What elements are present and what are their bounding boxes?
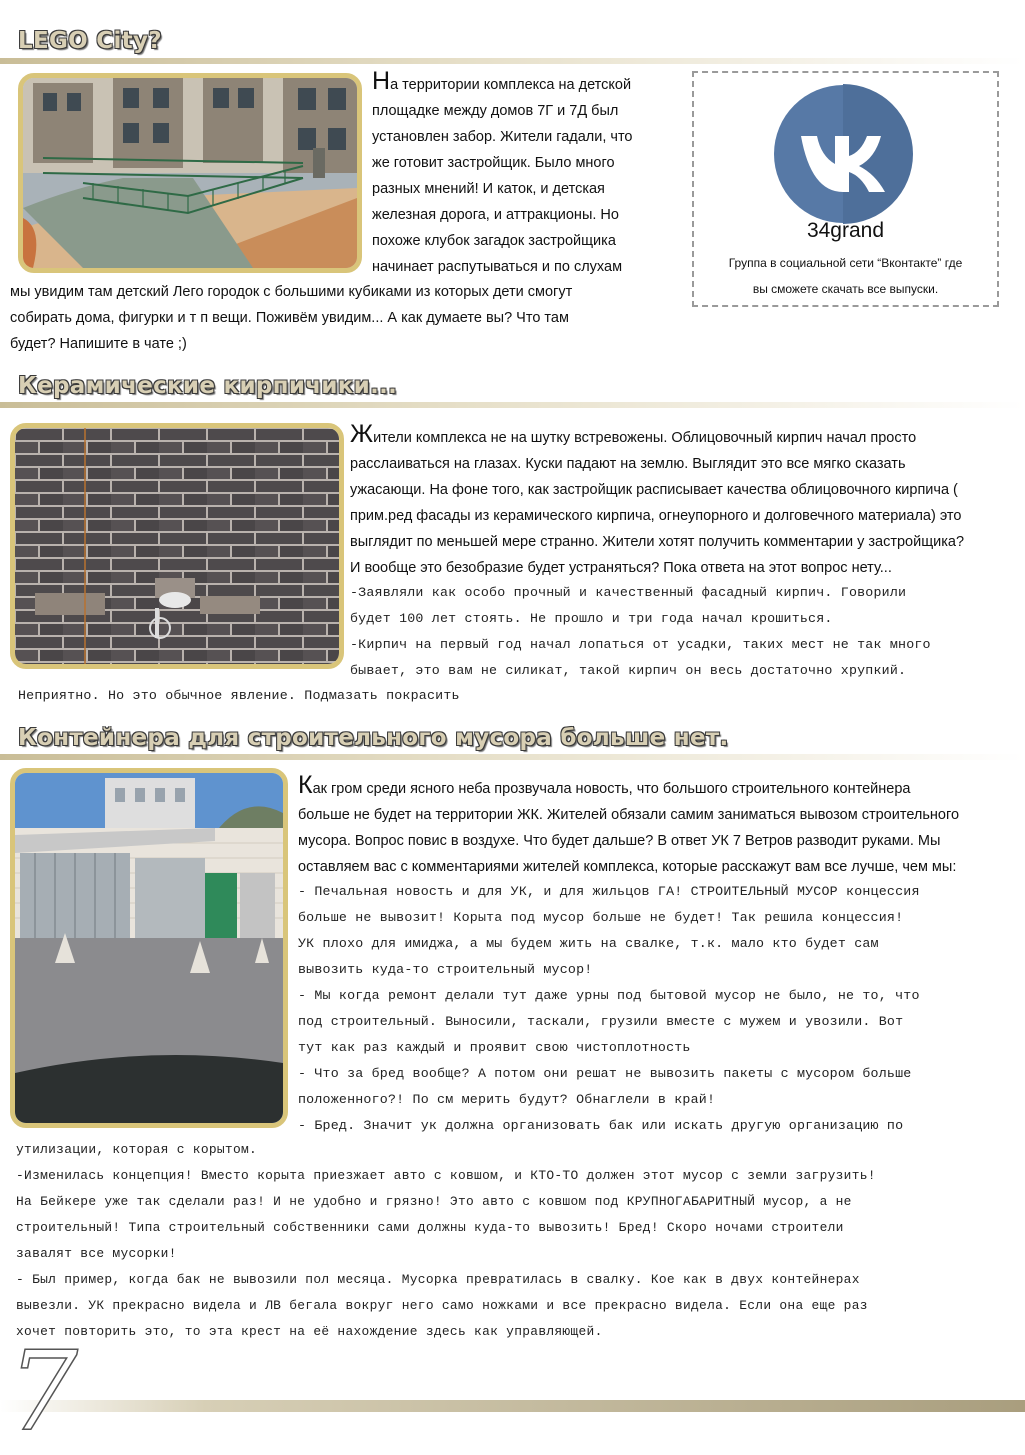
waste-container-image — [15, 773, 283, 1123]
photo-brick-wall — [10, 423, 344, 669]
bricks-comments — [350, 580, 1020, 684]
comment-line: строительный! Типа строительный собственники сами должны куда-то вывозить! Бред! Скоро ночами строители — [16, 1220, 844, 1235]
dropcap: Н — [372, 67, 391, 95]
text-line: а территории комплекса на детской — [390, 77, 632, 93]
section-heading-ceramic-bricks: Керамические кирпичики... — [18, 373, 398, 399]
heading-rule — [0, 58, 1025, 64]
comment-line: - Мы когда ремонт делали тут даже урны под бытовой мусор не было, не то, что — [298, 988, 920, 1003]
text-line: же готовит застройщик. Было много — [372, 155, 615, 171]
text-line: ужасающи. На фоне того, как застройщик расписывает качества облицовочного кирпича ( — [350, 482, 958, 498]
footer-rule — [0, 1400, 1025, 1412]
heading-rule — [0, 402, 1025, 408]
photo-waste-container — [10, 768, 288, 1128]
comment-line: вывезли. УК прекрасно видела и ЛВ бегала вокруг него само ножками и все прекрасно видела. Если она еще раз — [16, 1298, 868, 1313]
comment-line: -Изменилась концепция! Вместо корыта приезжает авто с ковшом, и КТО-ТО должен этот мусор с земли загрузить! — [16, 1168, 876, 1183]
comment-line: -Кирпич на первый год начал лопаться от усадки, таких мест не так много — [350, 637, 931, 652]
bricks-comment-wide — [18, 683, 1018, 709]
dropcap: Ж — [350, 420, 374, 448]
vk-caption — [694, 250, 997, 302]
text-line: ители комплекса не на шутку встревожены. Облицовочный кирпич начал просто — [373, 430, 917, 446]
text-line: площадке между домов 7Г и 7Д был — [372, 103, 619, 119]
heading-rule — [0, 754, 1025, 760]
comment-line: завалят все мусорки! — [16, 1246, 177, 1261]
text-line: расслаиваться на глазах. Куски падают на землю. Выглядит это все мягко сказать — [350, 456, 906, 472]
text-line: собирать дома, фигурки и т п вещи. Поживём увидим... А как думаете вы? Что там — [10, 310, 569, 326]
lego-paragraph-wide — [10, 279, 680, 357]
text-line: больше не будет на территории ЖК. Жителей обязали самим заниматься вывозом строительного — [298, 807, 960, 823]
text-line: ак гром среди ясного неба прозвучала новость, что большого строительного контейнера — [312, 781, 911, 797]
vk-group-box[interactable] — [692, 71, 999, 307]
text-line: выглядит по меньшей мере странно. Жители хотят получить комментарии у застройщика? — [350, 534, 965, 550]
vk-logo-icon — [773, 84, 913, 224]
brick-wall-image — [15, 428, 339, 664]
comment-line: - Печальная новость и для УК, и для жильцов ГА! СТРОИТЕЛЬНЫЙ МУСОР концессия — [298, 884, 920, 899]
container-comments — [298, 879, 1020, 1139]
comment-line: бывает, это вам не силикат, такой кирпич он весь достаточно хрупкий. — [350, 663, 907, 678]
container-paragraph — [298, 771, 1020, 880]
comment-line: положенного?! По см мерить будут? Обнаглели в край! — [298, 1092, 716, 1107]
text-line: установлен забор. Жители гадали, что — [372, 129, 633, 145]
comment-line: хочет повторить это, то эта крест на её нахождение здесь как управляющей. — [16, 1324, 603, 1339]
comment-line: утилизации, которая с корытом. — [16, 1142, 258, 1157]
text-line: будет? Напишите в чате ;) — [10, 336, 187, 352]
comment-line: тут как раз каждый и проявит свою чистоплотность — [298, 1040, 691, 1055]
lego-paragraph-lines — [372, 67, 672, 280]
text-line: мусора. Вопрос повис в воздухе. Что будет дальше? В ответ УК 7 Ветров разводит руками. Мы — [298, 833, 941, 849]
comment-line: будет 100 лет стоять. Не прошло и три года начал крошиться. — [350, 611, 833, 626]
vk-caption-line: вы сможете скачать все выпуски. — [752, 282, 939, 296]
text-line: похоже клубок загадок застройщика — [372, 233, 616, 249]
vk-caption-line: Группа в социальной сети “Вконтакте” где — [728, 256, 963, 270]
container-comments-wide — [16, 1137, 1021, 1345]
vk-group-name[interactable]: 34grand — [806, 219, 885, 242]
playground-image — [23, 78, 357, 268]
comment-line: УК плохо для имиджа, а мы будем жить на свалке, т.к. мало кто будет сам — [298, 936, 879, 951]
dropcap: К — [298, 771, 313, 799]
comment-line: Неприятно. Но это обычное явление. Подмазать покрасить — [18, 688, 460, 703]
comment-line: - Что за бред вообще? А потом они решат не вывозить пакеты с мусором больше — [298, 1066, 912, 1081]
text-line: разных мнений! И каток, и детская — [372, 181, 605, 197]
bricks-paragraph — [350, 420, 1020, 581]
comment-line: - Бред. Значит ук должна организовать бак или искать другую организацию по — [298, 1118, 904, 1133]
comment-line: под строительный. Выносили, таскали, грузили вместе с мужем и увозили. Вот — [298, 1014, 904, 1029]
comment-line: больше не вывозит! Корыта под мусор больше не будет! Так решила концессия! — [298, 910, 904, 925]
section-heading-lego-city: LEGO City? — [18, 28, 162, 54]
comment-line: -Заявляли как особо прочный и качественный фасадный кирпич. Говорили — [350, 585, 907, 600]
section-heading-container: Контейнера для строительного мусора больше нет. — [18, 725, 729, 751]
comment-line: - Был пример, когда бак не вывозили пол месяца. Мусорка превратилась в свалку. Кое как в двух контейнерах — [16, 1272, 860, 1287]
page-number: 7 — [8, 1327, 78, 1455]
text-line: оставляем вас с комментариями жителей комплекса, которые расскажут вам все лучше, чем мы: — [298, 859, 957, 875]
text-line: начинает распутываться и по слухам — [372, 259, 623, 275]
text-line: прим.ред фасады из керамического кирпича, огнеупорного и долговечного материала) это — [350, 508, 962, 524]
photo-playground-fence — [18, 73, 362, 273]
text-line: мы увидим там детский Лего городок с большими кубиками из которых дети смогут — [10, 284, 573, 300]
text-line: И вообще это безобразие будет устраняться? Пока ответа на этот вопрос нету... — [350, 560, 892, 576]
comment-line: вывозить куда-то строительный мусор! — [298, 962, 593, 977]
comment-line: На Бейкере уже так сделали раз! И не удобно и грязно! Это авто с ковшом под КРУПНОГАБАРИТНЫЙ мусор, а не — [16, 1194, 852, 1209]
text-line: железная дорога, и аттракционы. Но — [372, 207, 619, 223]
